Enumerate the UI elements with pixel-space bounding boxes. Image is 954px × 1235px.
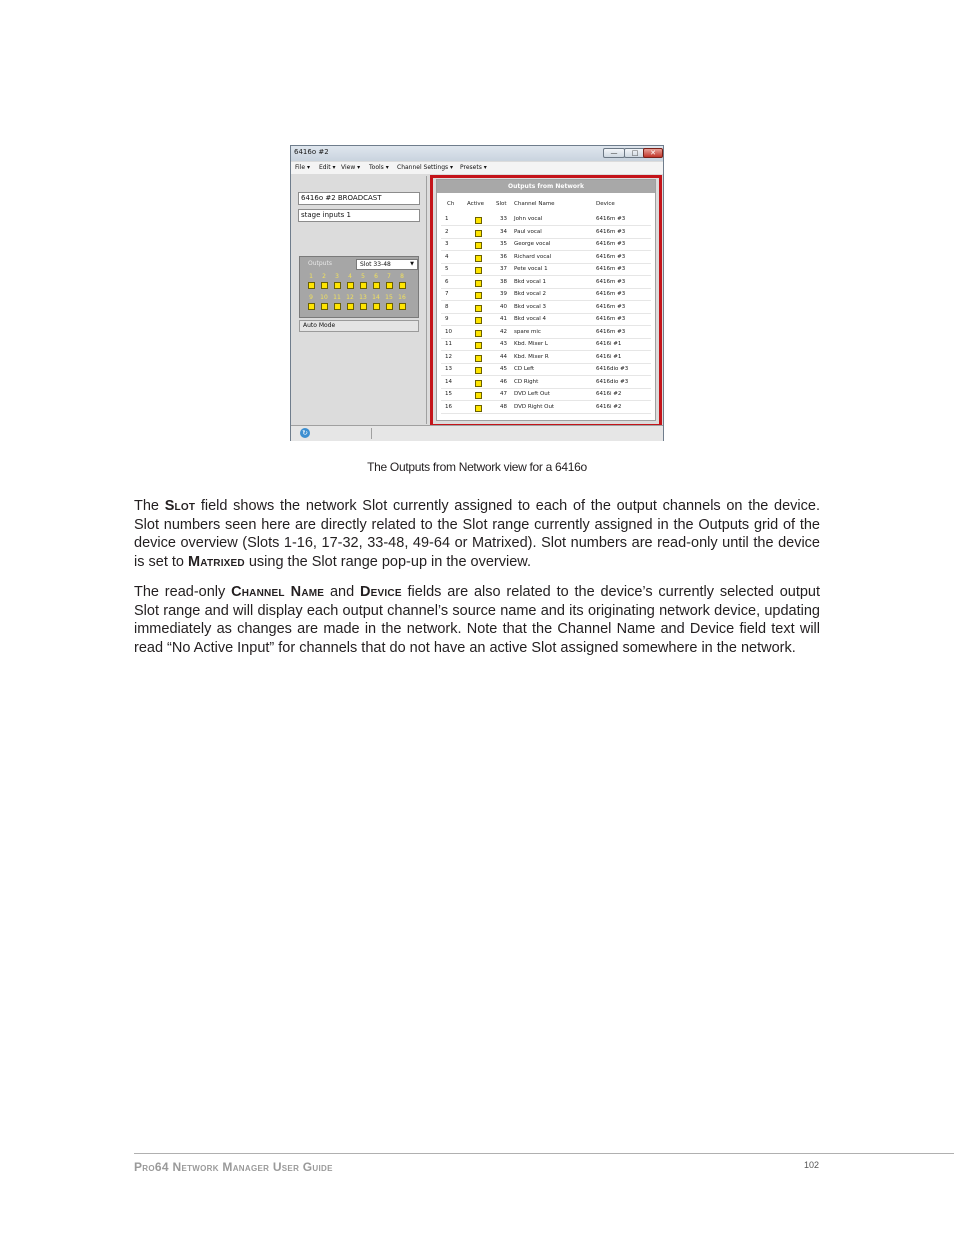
active-indicator xyxy=(475,230,482,237)
cell-device: 6416dio #3 xyxy=(596,378,629,385)
output-indicator[interactable] xyxy=(347,282,354,289)
device-name-field[interactable]: 6416o #2 BROADCAST xyxy=(298,192,420,205)
table-row[interactable] xyxy=(441,352,651,364)
output-number: 7 xyxy=(387,273,391,280)
output-indicator[interactable] xyxy=(334,303,341,310)
active-indicator xyxy=(475,217,482,224)
cell-slot: 41 xyxy=(500,316,507,322)
cell-channel-name: DVD Right Out xyxy=(514,403,555,410)
table-row[interactable] xyxy=(441,339,651,351)
active-indicator xyxy=(475,292,482,299)
output-indicator[interactable] xyxy=(386,303,393,310)
active-indicator xyxy=(475,342,482,349)
device-overview-pane xyxy=(293,176,427,424)
cell-ch: 14 xyxy=(445,378,452,385)
cell-device: 6416m #3 xyxy=(596,316,626,322)
footer-rule xyxy=(134,1153,954,1154)
active-indicator xyxy=(475,242,482,249)
cell-channel-name: Bkd vocal 2 xyxy=(514,291,546,297)
cell-device: 6416dio #3 xyxy=(596,366,629,372)
app-window-screenshot xyxy=(290,145,664,441)
menu-edit[interactable]: Edit ▾ xyxy=(319,164,336,171)
col-header-slot: Slot xyxy=(496,201,507,207)
status-divider xyxy=(371,428,372,439)
cell-ch: 13 xyxy=(445,366,452,372)
output-indicator[interactable] xyxy=(399,303,406,310)
cell-channel-name: Bkd vocal 4 xyxy=(514,316,546,322)
cell-device: 6416m #3 xyxy=(596,253,626,260)
cell-device: 6416i #2 xyxy=(596,391,622,397)
cell-slot: 33 xyxy=(500,216,507,222)
outputs-from-network-panel xyxy=(436,179,656,421)
menu-file[interactable]: File ▾ xyxy=(295,164,310,171)
cell-slot: 42 xyxy=(500,328,507,335)
cell-slot: 34 xyxy=(500,228,507,235)
table-row[interactable] xyxy=(441,239,651,251)
table-row[interactable] xyxy=(441,389,651,401)
cell-ch: 15 xyxy=(445,391,452,397)
slot-range-value: Slot 33-48 xyxy=(360,261,391,268)
output-indicator[interactable] xyxy=(334,282,341,289)
cell-ch: 16 xyxy=(445,403,452,410)
cell-slot: 36 xyxy=(500,253,507,260)
cell-slot: 46 xyxy=(500,378,507,385)
output-number: 4 xyxy=(348,273,352,280)
output-number: 14 xyxy=(372,294,380,301)
cell-channel-name: Kbd. Mixer L xyxy=(514,341,548,347)
paragraph-channel-name: The read-only Channel Name and Device fields are also related to the device’s currently selected output Slot range and will display each output channel’s source name and its originating network device, updating immediately as changes are made in the network. Note that the Channel Name and Device field text will read “No Active Input” for channels that do not have an active Slot assigned somewhere in the network. xyxy=(134,584,821,656)
cell-channel-name: spare mic xyxy=(514,328,541,335)
col-header-name: Channel Name xyxy=(514,201,555,207)
cell-slot: 40 xyxy=(500,303,507,310)
cell-ch: 3 xyxy=(445,241,449,247)
active-indicator xyxy=(475,330,482,337)
cell-channel-name: DVD Left Out xyxy=(514,391,550,397)
active-indicator xyxy=(475,380,482,387)
cell-slot: 48 xyxy=(500,403,507,410)
active-indicator xyxy=(475,367,482,374)
output-number: 12 xyxy=(346,294,354,301)
output-indicator[interactable] xyxy=(373,303,380,310)
cell-ch: 1 xyxy=(445,216,449,222)
cell-channel-name: Pete vocal 1 xyxy=(514,266,548,272)
output-indicator[interactable] xyxy=(360,303,367,310)
output-indicator[interactable] xyxy=(347,303,354,310)
cell-slot: 45 xyxy=(500,366,507,372)
cell-device: 6416m #3 xyxy=(596,228,626,235)
cell-device: 6416i #2 xyxy=(596,403,622,410)
cell-ch: 12 xyxy=(445,353,452,360)
cell-device: 6416m #3 xyxy=(596,216,626,222)
output-indicator[interactable] xyxy=(399,282,406,289)
col-header-device: Device xyxy=(596,201,615,207)
auto-mode-button[interactable]: Auto Mode xyxy=(299,320,419,332)
active-indicator xyxy=(475,255,482,262)
paragraph-slot: The Slot field shows the network Slot currently assigned to each of the output channels on the device. Slot numbers seen here are directly related to the Slot range currently assigned in the Outputs grid of the device overview (Slots 1-16, 17-32, 33-48, 49-64 or Matrixed). Slot numbers are read-only until the device is set to Matrixed using the Slot range pop-up in the overview. xyxy=(134,498,820,570)
active-indicator xyxy=(475,267,482,274)
window-title: 6416o #2 xyxy=(294,148,329,156)
menu-tools[interactable]: Tools ▾ xyxy=(369,164,389,171)
table-row[interactable] xyxy=(441,314,651,326)
device-label-field[interactable]: stage inputs 1 xyxy=(298,209,420,222)
cell-channel-name: John vocal xyxy=(514,216,543,222)
cell-channel-name: Richard vocal xyxy=(514,253,552,260)
output-number: 10 xyxy=(320,294,328,301)
term-device: Device xyxy=(360,584,402,600)
cell-ch: 5 xyxy=(445,266,449,272)
cell-ch: 10 xyxy=(445,328,452,335)
output-number: 2 xyxy=(322,273,326,280)
table-row[interactable] xyxy=(441,364,651,376)
table-row[interactable] xyxy=(441,252,651,264)
term-channel-name: Channel Name xyxy=(231,584,325,600)
cell-slot: 44 xyxy=(500,353,507,360)
output-number: 3 xyxy=(335,273,339,280)
cell-channel-name: George vocal xyxy=(514,241,551,247)
table-row[interactable] xyxy=(441,302,651,314)
cell-slot: 47 xyxy=(500,391,507,397)
outputs-label: Outputs xyxy=(308,260,332,267)
output-number: 9 xyxy=(309,294,313,301)
refresh-icon[interactable]: ↻ xyxy=(300,428,310,438)
cell-device: 6416m #3 xyxy=(596,303,626,310)
cell-channel-name: CD Left xyxy=(514,366,535,372)
page-number: 102 xyxy=(804,1160,820,1170)
menu-view[interactable]: View ▾ xyxy=(341,164,361,171)
active-indicator xyxy=(475,317,482,324)
menu-channel-settings[interactable]: Channel Settings ▾ xyxy=(397,164,454,171)
menu-bar xyxy=(291,162,663,174)
output-number: 1 xyxy=(309,273,313,280)
output-indicator[interactable] xyxy=(373,282,380,289)
table-row[interactable] xyxy=(441,289,651,301)
cell-channel-name: Bkd vocal 1 xyxy=(514,278,546,285)
close-icon[interactable]: ✕ xyxy=(643,148,663,158)
active-indicator xyxy=(475,392,482,399)
table-row[interactable] xyxy=(441,264,651,276)
cell-ch: 7 xyxy=(445,291,449,297)
col-header-active: Active xyxy=(467,201,485,207)
table-row[interactable] xyxy=(441,277,651,289)
output-number: 16 xyxy=(398,294,406,301)
cell-device: 6416m #3 xyxy=(596,266,626,272)
cell-channel-name: Paul vocal xyxy=(514,228,542,235)
output-indicator[interactable] xyxy=(308,303,315,310)
cell-ch: 9 xyxy=(445,316,449,322)
cell-device: 6416m #3 xyxy=(596,241,626,247)
footer-title: Pro64 Network Manager User Guide xyxy=(134,1160,333,1174)
table-row[interactable] xyxy=(441,402,651,414)
output-number: 11 xyxy=(333,294,341,301)
term-matrixed: Matrixed xyxy=(188,553,245,570)
output-number: 13 xyxy=(359,294,367,301)
figure-caption: The Outputs from Network view for a 6416o xyxy=(367,460,587,474)
active-indicator xyxy=(475,305,482,312)
term-slot: Slot xyxy=(164,498,196,514)
cell-channel-name: CD Right xyxy=(514,378,539,385)
status-bar xyxy=(291,425,663,441)
active-indicator xyxy=(475,405,482,412)
cell-ch: 6 xyxy=(445,278,449,285)
cell-channel-name: Kbd. Mixer R xyxy=(514,353,549,360)
cell-ch: 2 xyxy=(445,228,449,235)
cell-slot: 38 xyxy=(500,278,507,285)
chevron-down-icon: ▼ xyxy=(410,261,414,267)
minimize-icon[interactable]: — xyxy=(603,148,625,158)
table-row[interactable] xyxy=(441,377,651,389)
output-indicator[interactable] xyxy=(321,282,328,289)
table-row[interactable] xyxy=(441,227,651,239)
window-titlebar xyxy=(291,146,663,161)
cell-device: 6416m #3 xyxy=(596,278,626,285)
output-indicator[interactable] xyxy=(386,282,393,289)
cell-slot: 39 xyxy=(500,291,507,297)
panel-title: Outputs from Network xyxy=(437,180,655,193)
cell-slot: 43 xyxy=(500,341,507,347)
output-number: 6 xyxy=(374,273,378,280)
cell-ch: 4 xyxy=(445,253,449,260)
cell-device: 6416i #1 xyxy=(596,353,622,360)
cell-ch: 8 xyxy=(445,303,449,310)
slot-range-select[interactable] xyxy=(356,259,418,270)
cell-device: 6416m #3 xyxy=(596,291,626,297)
cell-slot: 37 xyxy=(500,266,507,272)
maximize-icon[interactable]: □ xyxy=(624,148,646,158)
output-number: 8 xyxy=(400,273,404,280)
col-header-ch: Ch xyxy=(447,201,455,207)
active-indicator xyxy=(475,280,482,287)
menu-presets[interactable]: Presets ▾ xyxy=(460,164,487,171)
output-number: 15 xyxy=(385,294,393,301)
cell-ch: 11 xyxy=(445,341,452,347)
cell-device: 6416m #3 xyxy=(596,328,626,335)
outputs-grid xyxy=(299,256,419,318)
output-number: 5 xyxy=(361,273,365,280)
output-indicator[interactable] xyxy=(308,282,315,289)
output-indicator[interactable] xyxy=(360,282,367,289)
table-row[interactable] xyxy=(441,327,651,339)
cell-channel-name: Bkd vocal 3 xyxy=(514,303,546,310)
active-indicator xyxy=(475,355,482,362)
cell-device: 6416i #1 xyxy=(596,341,622,347)
table-row[interactable] xyxy=(441,214,651,226)
output-indicator[interactable] xyxy=(321,303,328,310)
cell-slot: 35 xyxy=(500,241,507,247)
